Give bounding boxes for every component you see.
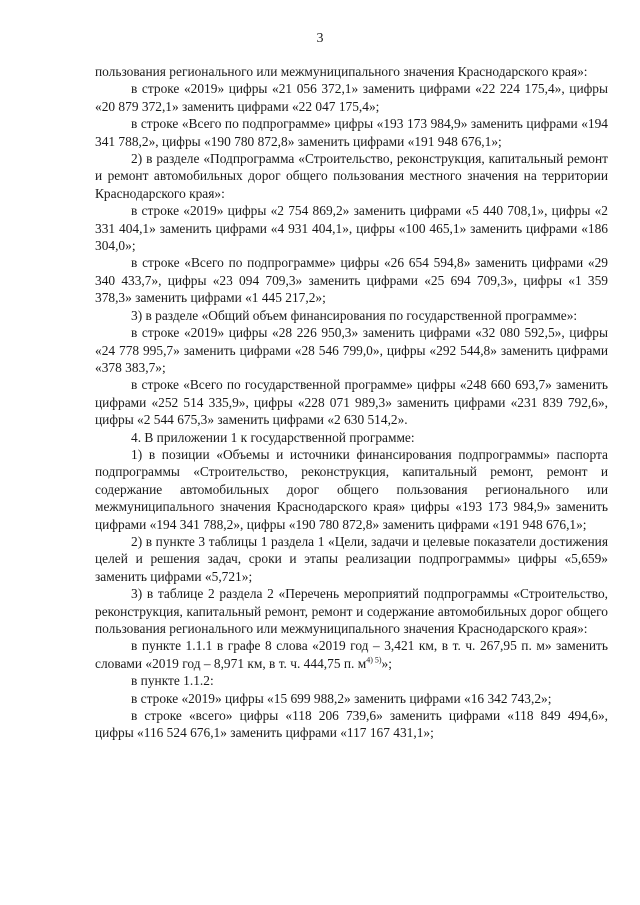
paragraph: 2) в пункте 3 таблицы 1 раздела 1 «Цели, задачи и целевые показатели достижения целей и решения задач, сроки и этапы реализации подпрограммы» цифры «5,659» заменить цифрами «5,721»; [95,533,608,584]
paragraph: 2) в разделе «Подпрограмма «Строительство, реконструкция, капитальный ремонт и ремонт автомобильных дорог общего пользования местного значения на территории Краснодарского края»: [95,151,608,201]
paragraph: в пункте 1.1.2: [131,673,214,689]
paragraph: в строке «2019» цифры «2 754 869,2» заменить цифрами «5 440 708,1», цифры «2 331 404,1» заменить цифрами «4 931 404,1», цифры «100 465,1» заменить цифрами «186 304,0»; [95,203,608,254]
paragraph: пользования регионального или межмуниципального значения Краснодарского края»: [95,64,588,79]
footnote-marker: 4) 5) [366,655,382,665]
paragraph-text: в пункте 1.1.1 в графе 8 слова «2019 год – 3,421 км, в т. ч. 267,95 п. м» заменить словами «2019 год – 8,971 км, в т. ч. 444,75 п. м [95,638,608,671]
document-body [95,63,608,742]
paragraph: 1) в позиции «Объемы и источники финансирования подпрограммы» паспорта подпрограммы «Строительство, реконструкция, капитальный ремонт, ремонт и содержание автомобильных дорог общего пользования регионального или межмуниципального значения Краснодарского края» цифры «193 173 984,9» заменить цифрами «194 341 788,2», цифры «190 780 872,8» заменить цифрами «191 948 676,1»; [95,446,608,532]
paragraph: в строке «2019» цифры «15 699 988,2» заменить цифрами «16 342 743,2»; [131,690,552,706]
paragraph-with-footnote [95,637,608,672]
paragraph: 4. В приложении 1 к государственной программе: [131,429,415,445]
paragraph: 3) в таблице 2 раздела 2 «Перечень мероприятий подпрограммы «Строительство, реконструкция, капитальный ремонт, ремонт и содержание автомобильных дорог общего пользования регионального или межмуниципального значения Краснодарского края»: [95,586,608,636]
paragraph: в строке «2019» цифры «21 056 372,1» заменить цифрами «22 224 175,4», цифры «20 879 372,1» заменить цифрами «22 047 175,4»; [95,81,608,114]
paragraph: в строке «2019» цифры «28 226 950,3» заменить цифрами «32 080 592,5», цифры «24 778 995,7» заменить цифрами «28 546 799,0», цифры «292 544,8» заменить цифрами «378 383,7»; [95,325,608,375]
paragraph: в строке «Всего по подпрограмме» цифры «193 173 984,9» заменить цифрами «194 341 788,2», цифры «190 780 872,8» заменить цифрами «191 948 676,1»; [95,116,608,149]
page-number: 3 [316,31,324,46]
paragraph: в строке «Всего по подпрограмме» цифры «26 654 594,8» заменить цифрами «29 340 433,7», цифры «23 094 709,3» заменить цифрами «25 694 709,3», цифры «1 359 378,3» заменить цифрами «1 445 217,2»; [95,255,608,306]
paragraph: в строке «всего» цифры «118 206 739,6» заменить цифрами «118 849 494,6», цифры «116 524 676,1» заменить цифрами «117 167 431,1»; [95,708,608,741]
paragraph-tail: »; [381,655,392,671]
paragraph: в строке «Всего по государственной программе» цифры «248 660 693,7» заменить цифрами «252 514 335,9», цифры «228 071 989,3» заменить цифрами «231 839 792,6», цифры «2 544 675,3» заменить цифрами «2 630 514,2». [95,377,608,428]
paragraph: 3) в разделе «Общий объем финансирования по государственной программе»: [131,307,578,323]
